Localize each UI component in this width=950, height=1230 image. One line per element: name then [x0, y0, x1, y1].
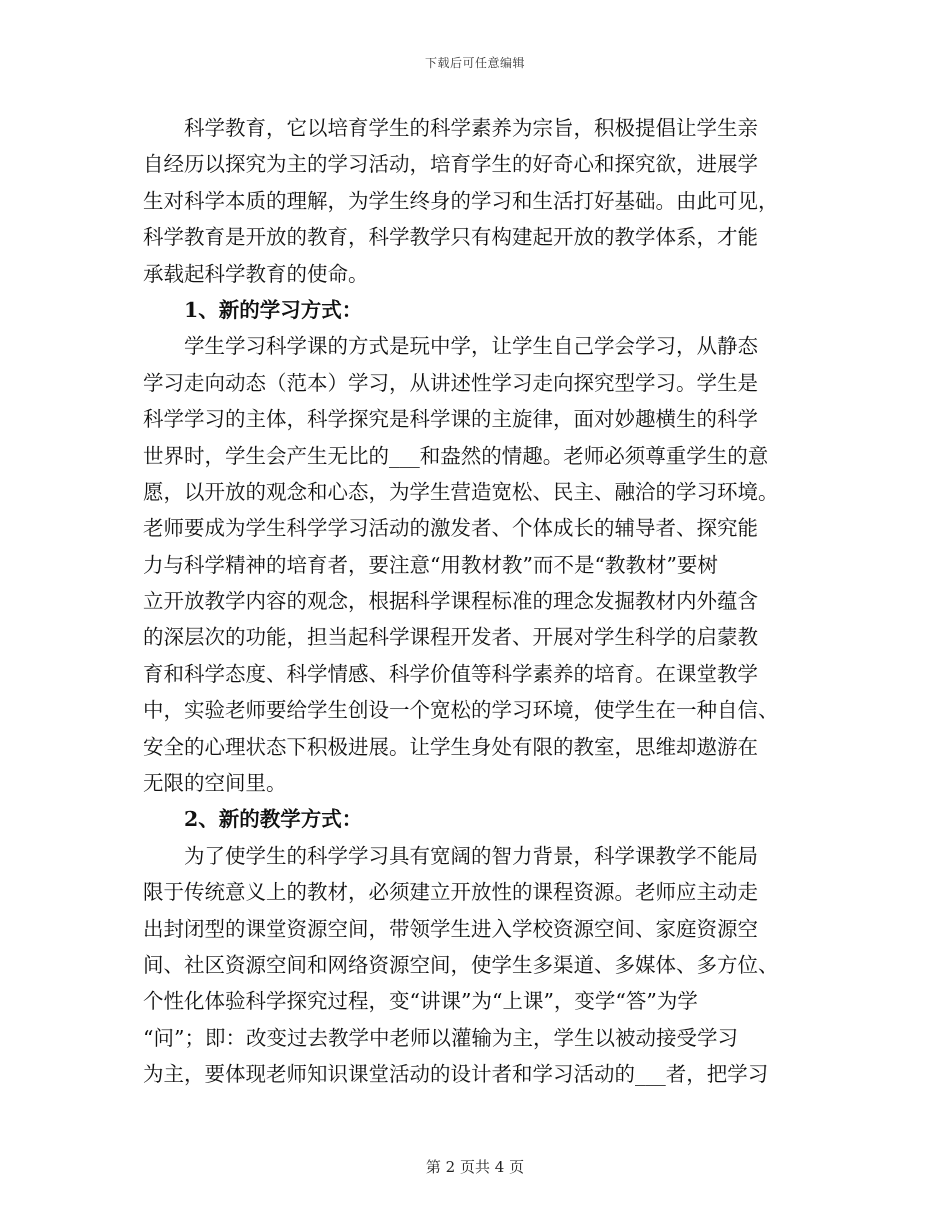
- paragraph-line: 限于传统意义上的教材，必须建立开放性的课程资源。老师应主动走: [143, 880, 758, 905]
- paragraph-line: “问”；即：改变过去教学中老师以灌输为主，学生以被动接受学习: [143, 1025, 738, 1050]
- paragraph-line: 科学学习的主体，科学探究是科学课的主旋律，面对妙趣横生的科学: [143, 407, 758, 432]
- paragraph-line: 的深层次的功能，担当起科学课程开发者、开展对学生科学的启蒙教: [143, 625, 758, 650]
- paragraph-line: 老师要成为学生科学学习活动的激发者、个体成长的辅导者、探究能: [143, 516, 758, 541]
- section-heading-learning: 1、新的学习方式：: [184, 297, 363, 322]
- paragraph-line: 中，实验老师要给学生创设一个宽松的学习环境，使学生在一种自信、: [143, 698, 779, 723]
- paragraph-line: 力与科学精神的培育者，要注意“用教材教”而不是“教教材”要树: [143, 552, 718, 577]
- paragraph-line: 学生学习科学课的方式是玩中学，让学生自己学会学习，从静态: [184, 334, 758, 359]
- paragraph-line: 承载起科学教育的使命。: [143, 261, 369, 286]
- paragraph-line: 自经历以探究为主的学习活动，培育学生的好奇心和探究欲，进展学: [143, 152, 758, 177]
- paragraph-line: 立开放教学内容的观念，根据科学课程标准的理念发掘教材内外蕴含: [143, 589, 758, 614]
- paragraph-line: 出封闭型的课堂资源空间，带领学生进入学校资源空间、家庭资源空: [143, 916, 758, 941]
- section-heading-teaching: 2、新的教学方式：: [184, 807, 363, 832]
- paragraph-line: 为主，要体现老师知识课堂活动的设计者和学习活动的___者，把学习: [143, 1062, 769, 1087]
- paragraph-line: 生对科学本质的理解，为学生终身的学习和生活打好基础。由此可见，: [143, 188, 779, 213]
- paragraph-line: 为了使学生的科学学习具有宽阔的智力背景，科学课教学不能局: [184, 843, 758, 868]
- paragraph-line: 间、社区资源空间和网络资源空间，使学生多渠道、多媒体、多方位、: [143, 952, 779, 977]
- paragraph-line: 科学教育是开放的教育，科学教学只有构建起开放的教学体系，才能: [143, 225, 758, 250]
- document-body: [143, 110, 803, 1093]
- paragraph-line: 育和科学态度、科学情感、科学价值等科学素养的培育。在课堂教学: [143, 661, 758, 686]
- paragraph-line: 愿，以开放的观念和心态，为学生营造宽松、民主、融洽的学习环境。: [143, 479, 779, 504]
- paragraph-line: 安全的心理状态下积极进展。让学生身处有限的教室，思维却遨游在: [143, 734, 758, 759]
- paragraph-line: 无限的空间里。: [143, 771, 287, 796]
- paragraph-line: 学习走向动态（范本）学习，从讲述性学习走向探究型学习。学生是: [143, 370, 758, 395]
- page-number-footer: 第 2 页共 4 页: [425, 1158, 525, 1176]
- paragraph-line: 个性化体验科学探究过程，变“讲课”为“上课”，变学“答”为学: [143, 989, 698, 1014]
- page-header: 下载后可任意编辑: [424, 56, 525, 70]
- paragraph-line: 世界时，学生会产生无比的___和盎然的情趣。老师必须尊重学生的意: [143, 443, 769, 468]
- paragraph-line: 科学教育，它以培育学生的科学素养为宗旨，积极提倡让学生亲: [184, 116, 758, 140]
